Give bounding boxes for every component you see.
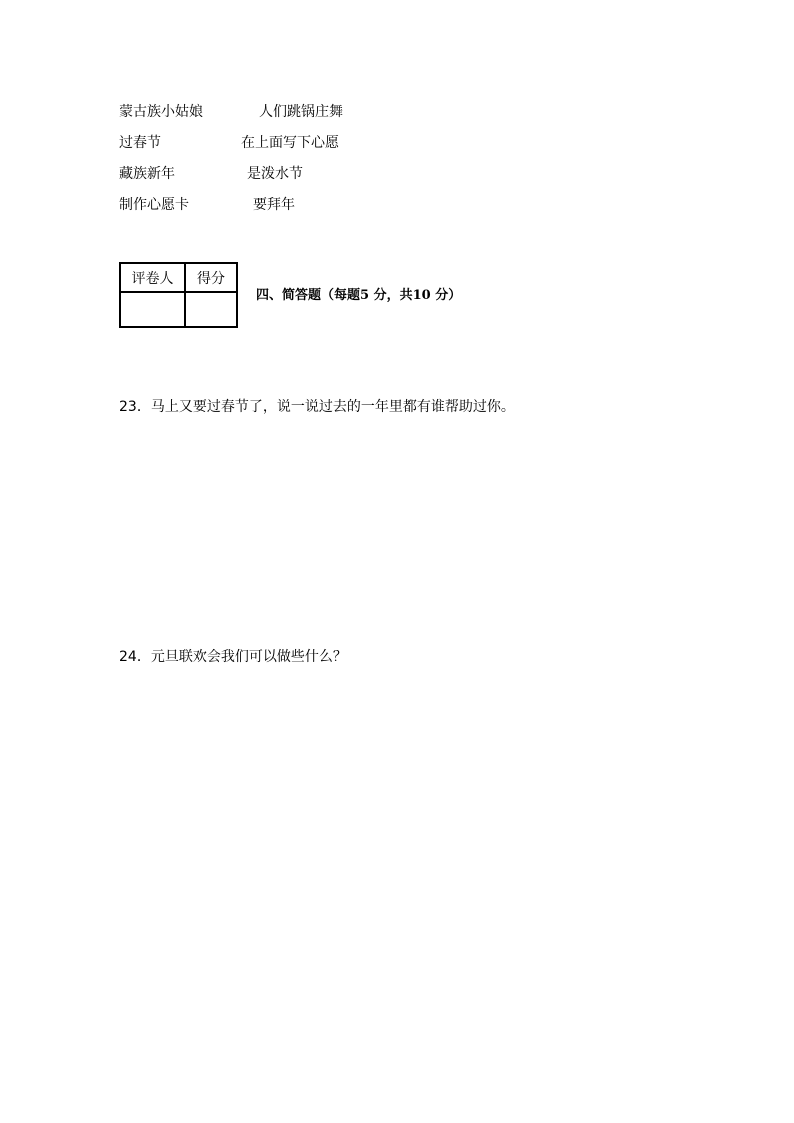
match-right-item-3: 是泼水节 — [247, 166, 303, 182]
grader-header-cell: 评卷人 — [120, 263, 185, 292]
match-right-item-4: 要拜年 — [253, 197, 295, 213]
score-table — [119, 262, 238, 328]
match-left-item-4: 制作心愿卡 — [119, 197, 189, 213]
match-left-item-3: 藏族新年 — [119, 166, 175, 182]
match-right-item-1: 人们跳锅庄舞 — [259, 104, 343, 120]
match-right-item-2: 在上面写下心愿 — [241, 135, 339, 151]
match-left-item-1: 蒙古族小姑娘 — [119, 104, 203, 120]
question-23: 23．马上又要过春节了，说一说过去的一年里都有谁帮助过你。 — [119, 399, 515, 415]
score-entry-cell[interactable] — [185, 292, 237, 327]
question-24: 24．元旦联欢会我们可以做些什么？ — [119, 649, 347, 665]
section-title: 四、简答题（每题5 分，共10 分） — [256, 288, 462, 303]
grader-entry-cell[interactable] — [120, 292, 185, 327]
match-left-item-2: 过春节 — [119, 135, 161, 151]
score-header-cell: 得分 — [185, 263, 237, 292]
